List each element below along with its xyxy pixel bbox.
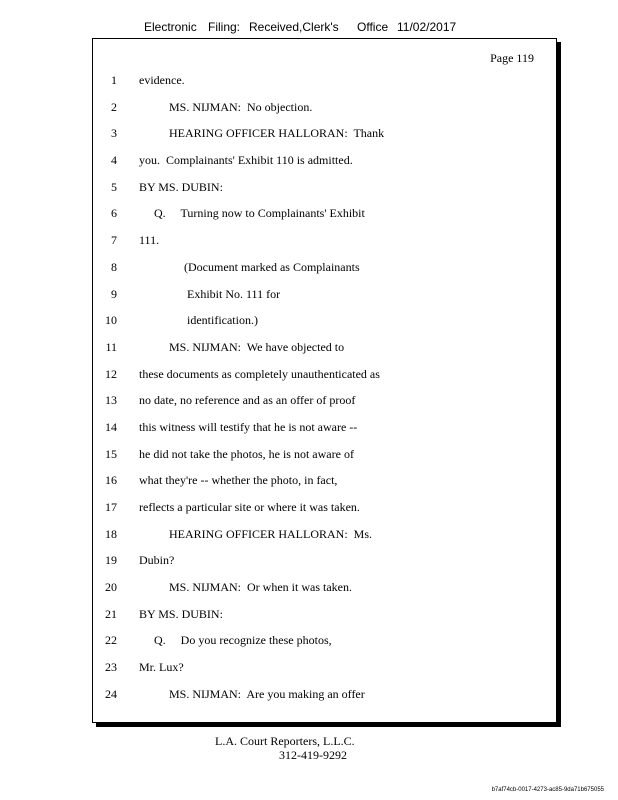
line-text: Q. Do you recognize these photos, — [139, 633, 332, 648]
line-number: 24 — [105, 686, 117, 701]
line-number: 4 — [111, 153, 117, 168]
transcript-page — [92, 38, 557, 723]
line-number: 17 — [105, 500, 117, 514]
line-text: MS. NIJMAN: We have objected to — [139, 339, 345, 354]
line-number: 2 — [111, 99, 117, 114]
page-number: Page 119 — [490, 51, 534, 65]
line-text: Dubin? — [139, 553, 175, 568]
header-electronic: Electronic — [144, 20, 197, 34]
line-text: what they're -- whether the photo, in fact, — [139, 473, 338, 488]
transcript-line — [93, 99, 556, 126]
transcript-line — [93, 472, 556, 499]
transcript-line — [93, 152, 556, 179]
line-text: MS. NIJMAN: Or when it was taken. — [139, 580, 352, 595]
line-text: this witness will testify that he is not aware -- — [139, 419, 358, 434]
line-text: (Document marked as Complainants — [139, 259, 360, 274]
line-text: you. Complainants' Exhibit 110 is admitted. — [139, 153, 353, 168]
line-text: reflects a particular site or where it was taken. — [139, 500, 360, 514]
transcript-line — [93, 179, 556, 206]
line-number: 1 — [111, 73, 117, 87]
line-number: 22 — [105, 633, 117, 648]
line-number: 21 — [105, 606, 117, 621]
line-text: no date, no reference and as an offer of proof — [139, 393, 356, 408]
transcript-line — [93, 419, 556, 446]
transcript-line — [93, 259, 556, 286]
transcript-line — [93, 366, 556, 393]
line-text: Mr. Lux? — [139, 660, 184, 675]
line-number: 11 — [105, 339, 117, 354]
line-text: BY MS. DUBIN: — [139, 606, 223, 621]
transcript-line — [93, 579, 556, 606]
line-number: 7 — [111, 233, 117, 248]
line-text: these documents as completely unauthenticated as — [139, 366, 380, 381]
transcript-line — [93, 125, 556, 152]
line-text: BY MS. DUBIN: — [139, 179, 223, 194]
line-number: 19 — [105, 553, 117, 568]
transcript-lines — [93, 72, 556, 713]
transcript-line — [93, 552, 556, 579]
transcript-line — [93, 659, 556, 686]
transcript-line — [93, 232, 556, 259]
line-number: 18 — [105, 526, 117, 541]
transcript-line — [93, 339, 556, 366]
header-received: Received,Clerk's — [249, 20, 339, 34]
header-date: 11/02/2017 — [397, 20, 457, 34]
transcript-line — [93, 205, 556, 232]
header-office: Office — [357, 20, 389, 34]
transcript-line — [93, 632, 556, 659]
line-text: evidence. — [139, 73, 185, 87]
line-number: 5 — [111, 179, 117, 194]
line-text: HEARING OFFICER HALLORAN: Thank — [139, 126, 385, 141]
line-number: 15 — [105, 446, 117, 461]
line-text: he did not take the photos, he is not aware of — [139, 446, 354, 461]
line-number: 12 — [105, 366, 117, 381]
transcript-line — [93, 72, 556, 99]
line-number: 13 — [105, 393, 117, 408]
header-filing: Filing: — [208, 20, 241, 34]
line-text: Q. Turning now to Complainants' Exhibit — [139, 206, 365, 221]
line-number: 10 — [105, 313, 117, 328]
line-number: 6 — [111, 206, 117, 221]
line-number: 20 — [105, 580, 117, 595]
transcript-line — [93, 686, 556, 713]
line-number: 9 — [111, 286, 117, 301]
transcript-line — [93, 499, 556, 526]
transcript-line — [93, 446, 556, 473]
document-hash: b7af74cb-0017-4273-ac85-9da71b675055 — [491, 787, 604, 793]
transcript-line — [93, 312, 556, 339]
line-text: MS. NIJMAN: Are you making an offer — [139, 686, 365, 701]
line-number: 14 — [105, 419, 117, 434]
line-number: 23 — [105, 660, 117, 675]
footer-phone: 312-419-9292 — [279, 748, 347, 762]
transcript-line — [93, 526, 556, 553]
transcript-line — [93, 286, 556, 313]
footer-company: L.A. Court Reporters, L.L.C. — [215, 734, 355, 748]
line-text: identification.) — [139, 313, 258, 328]
line-number: 16 — [105, 473, 117, 488]
transcript-line — [93, 606, 556, 633]
line-number: 3 — [111, 126, 117, 141]
line-text: HEARING OFFICER HALLORAN: Ms. — [139, 526, 373, 541]
line-number: 8 — [111, 259, 117, 274]
transcript-line — [93, 392, 556, 419]
line-text: 111. — [139, 233, 160, 248]
line-text: Exhibit No. 111 for — [139, 286, 281, 301]
line-text: MS. NIJMAN: No objection. — [139, 99, 313, 114]
filing-stamp-header — [0, 20, 618, 36]
